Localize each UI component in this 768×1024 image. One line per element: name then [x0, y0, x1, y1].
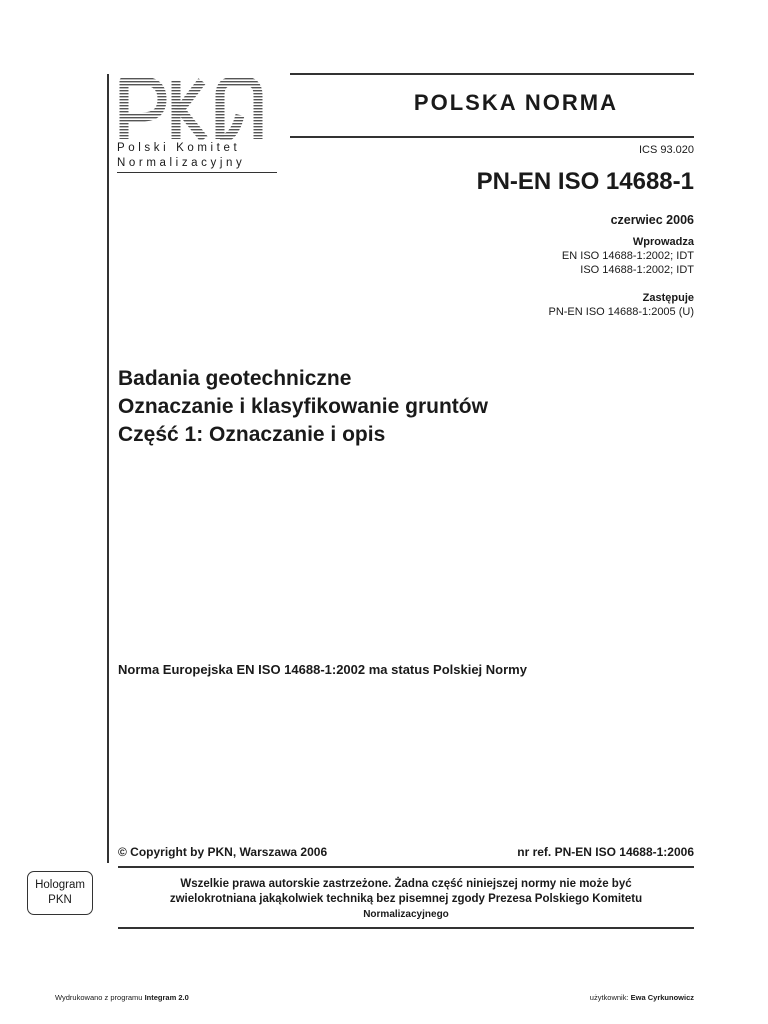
title-line-3: Część 1: Oznaczanie i opis [118, 423, 386, 446]
footer-user [590, 993, 694, 1002]
footer-user-prefix: użytkownik: [589, 993, 629, 1002]
introduces-item-2: ISO 14688-1:2002; IDT [580, 264, 694, 276]
org-underline [117, 172, 277, 173]
title-line-1: Badania geotechniczne [118, 367, 352, 390]
copyright: © Copyright by PKN, Warszawa 2006 [118, 845, 328, 859]
standard-number: PN-EN ISO 14688-1 [476, 168, 694, 195]
introduces-item-1: EN ISO 14688-1:2002; IDT [561, 250, 694, 262]
reference-number: nr ref. PN-EN ISO 14688-1:2006 [517, 845, 694, 859]
rights-line-2: zwielokrotniana jakąkolwiek techniką bez pisemnej zgody Prezesa Polskiego Komitetu [169, 893, 643, 905]
footer-program: Integram 2.0 [144, 993, 189, 1002]
vertical-rule [107, 74, 109, 863]
footer-user-name: Ewa Cyrkunowicz [630, 993, 694, 1002]
top-rule [290, 73, 694, 75]
rights-line-1: Wszelkie prawa autorskie zastrzeżone. Żadna część niniejszej normy nie może być [180, 878, 632, 890]
footer-printed [55, 993, 189, 1002]
hologram-line-1: Hologram [35, 879, 85, 891]
rights-line-3: Normalizacyjnego [363, 909, 449, 920]
org-name-line1: Polski Komitet [117, 142, 241, 154]
hologram-box [27, 871, 93, 915]
document-title [118, 365, 488, 449]
publication-date: czerwiec 2006 [610, 213, 694, 227]
introduces-label: Wprowadza [632, 236, 694, 248]
status-note: Norma Europejska EN ISO 14688-1:2002 ma status Polskiej Normy [118, 662, 527, 677]
rights-top-rule [118, 866, 694, 868]
footer-printed-prefix: Wydrukowano z programu [55, 993, 143, 1002]
ics-code: ICS 93.020 [638, 144, 694, 156]
header-rule [290, 136, 694, 138]
org-name-line2: Normalizacyjny [117, 157, 246, 169]
hologram-line-2: PKN [48, 894, 72, 906]
rights-bottom-rule [118, 927, 694, 929]
polska-norma-label: POLSKA NORMA [413, 90, 618, 115]
rights-notice [118, 877, 694, 922]
pkn-logo [116, 75, 278, 141]
replaces-item: PN-EN ISO 14688-1:2005 (U) [548, 306, 694, 318]
replaces-label: Zastępuje [642, 292, 694, 304]
title-line-2: Oznaczanie i klasyfikowanie gruntów [118, 395, 488, 418]
